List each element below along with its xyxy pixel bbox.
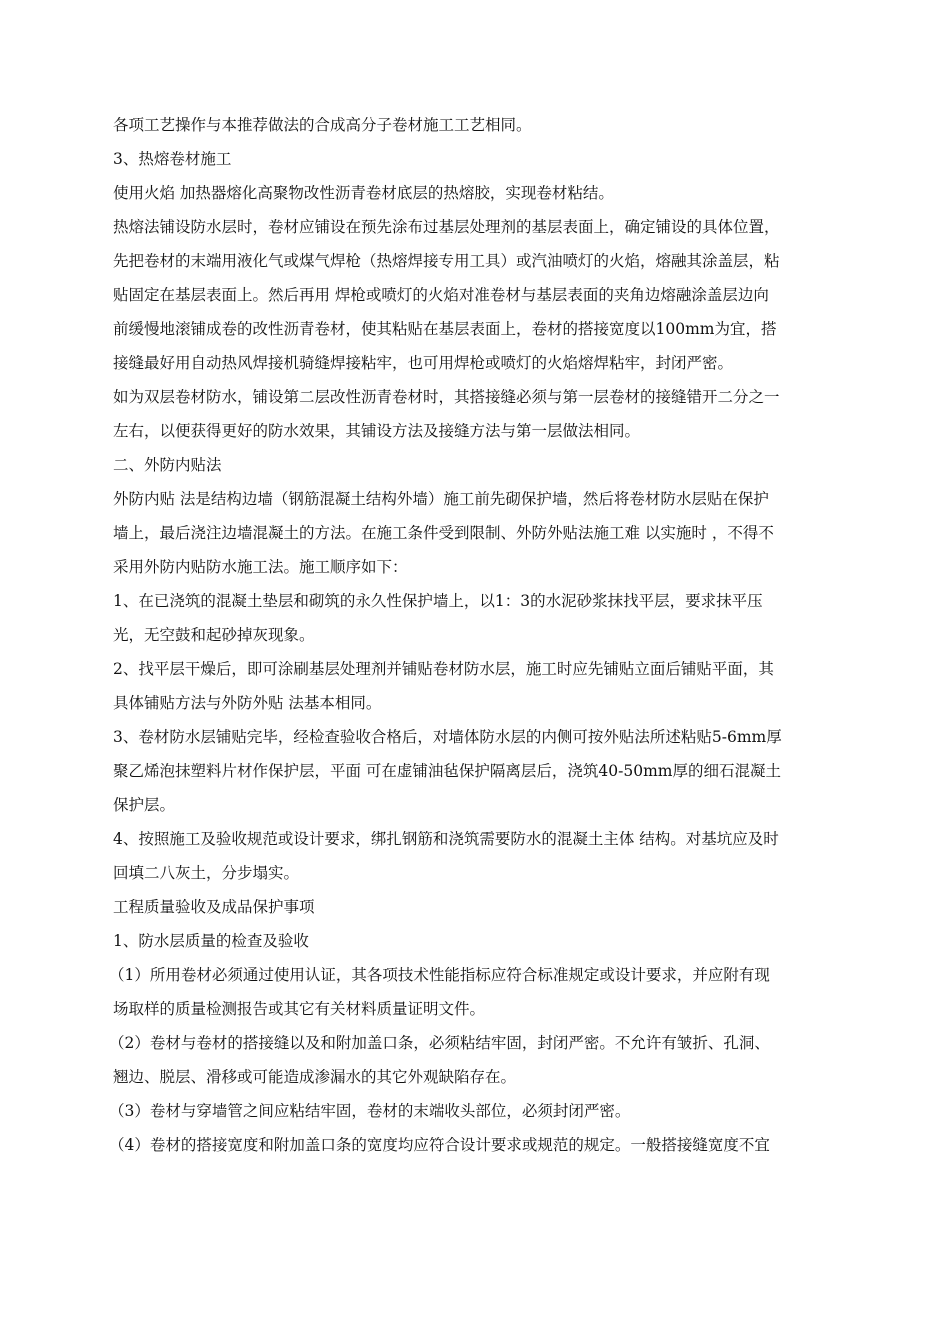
paragraph-line: 翘边、脱层、滑移或可能造成渗漏水的其它外观缺陷存在。 <box>113 1068 517 1086</box>
paragraph-line: 热熔法铺设防水层时，卷材应铺设在预先涂布过基层处理剂的基层表面上，确定铺设的具体位置， <box>113 218 780 236</box>
paragraph-line: 采用外防内贴防水施工法。施工顺序如下： <box>113 558 408 576</box>
paragraph-line: 前缓慢地滚铺成卷的改性沥青卷材，使其粘贴在基层表面上，卷材的搭接宽度以100mm为宜，搭 <box>113 320 777 338</box>
paragraph-line: 保护层。 <box>113 796 176 814</box>
document-page <box>109 112 837 1158</box>
paragraph-line: 2、找平层干燥后，即可涂刷基层处理剂并铺贴卷材防水层，施工时应先铺贴立面后铺贴平面，其 <box>113 660 774 678</box>
paragraph-line: （1）所用卷材必须通过使用认证，其各项技术性能指标应符合标准规定或设计要求，并应附有现 <box>109 966 770 984</box>
paragraph-line: 场取样的质量检测报告或其它有关材料质量证明文件。 <box>113 1000 486 1018</box>
paragraph-line: 各项工艺操作与本推荐做法的合成高分子卷材施工工艺相同。 <box>113 116 532 134</box>
paragraph-line: （3）卷材与穿墙管之间应粘结牢固，卷材的末端收头部位，必须封闭严密。 <box>109 1102 631 1120</box>
section-heading: 工程质量验收及成品保护事项 <box>113 898 315 916</box>
section-heading: 二、外防内贴法 <box>113 456 222 474</box>
paragraph-line: 回填二八灰土，分步塌实。 <box>113 864 300 882</box>
paragraph-line: 1、在已浇筑的混凝土垫层和砌筑的永久性保护墙上，以1：3的水泥砂浆抹找平层，要求抹平压 <box>113 592 763 610</box>
paragraph-line: （2）卷材与卷材的搭接缝以及和附加盖口条，必须粘结牢固，封闭严密。不允许有皱折、孔洞、 <box>109 1034 770 1052</box>
paragraph-line: 外防内贴 法是结构边墙（钢筋混凝土结构外墙）施工前先砌保护墙，然后将卷材防水层贴在保护 <box>113 490 769 508</box>
paragraph-line: 接缝最好用自动热风焊接机骑缝焊接粘牢，也可用焊枪或喷灯的火焰熔焊粘牢，封闭严密。 <box>113 354 734 372</box>
paragraph-line: 具体铺贴方法与外防外贴 法基本相同。 <box>113 694 382 712</box>
paragraph-line: 左右，以便获得更好的防水效果，其铺设方法及接缝方法与第一层做法相同。 <box>113 422 641 440</box>
paragraph-line: 光，无空鼓和起砂掉灰现象。 <box>113 626 315 644</box>
paragraph-line: 如为双层卷材防水，铺设第二层改性沥青卷材时，其搭接缝必须与第一层卷材的接缝错开二分之一 <box>113 388 780 406</box>
paragraph-line: 使用火焰 加热器熔化高聚物改性沥青卷材底层的热熔胶，实现卷材粘结。 <box>113 184 614 202</box>
paragraph-line: 先把卷材的末端用液化气或煤气焊枪（热熔焊接专用工具）或汽油喷灯的火焰，熔融其涂盖层，粘 <box>113 252 780 270</box>
paragraph-line: 4、按照施工及验收规范或设计要求，绑扎钢筋和浇筑需要防水的混凝土主体 结构。对基坑应及时 <box>113 830 779 848</box>
paragraph-line: 3、卷材防水层铺贴完毕，经检查验收合格后，对墙体防水层的内侧可按外贴法所述粘贴5-6mm厚 <box>113 728 782 746</box>
paragraph-line: （4）卷材的搭接宽度和附加盖口条的宽度均应符合设计要求或规范的规定。一般搭接缝宽度不宜 <box>109 1136 770 1154</box>
paragraph-line: 聚乙烯泡抹塑料片材作保护层，平面 可在虚铺油毡保护隔离层后，浇筑40-50mm厚的细石混凝土 <box>113 762 782 780</box>
section-heading: 3、热熔卷材施工 <box>113 150 232 168</box>
paragraph-line: 贴固定在基层表面上。然后再用 焊枪或喷灯的火焰对准卷材与基层表面的夹角边熔融涂盖层边向 <box>113 286 769 304</box>
subsection-heading: 1、防水层质量的检查及验收 <box>113 932 309 950</box>
paragraph-line: 墙上，最后浇注边墙混凝土的方法。在施工条件受到限制、外防外贴法施工难 以实施时 ，不得不 <box>113 524 774 542</box>
